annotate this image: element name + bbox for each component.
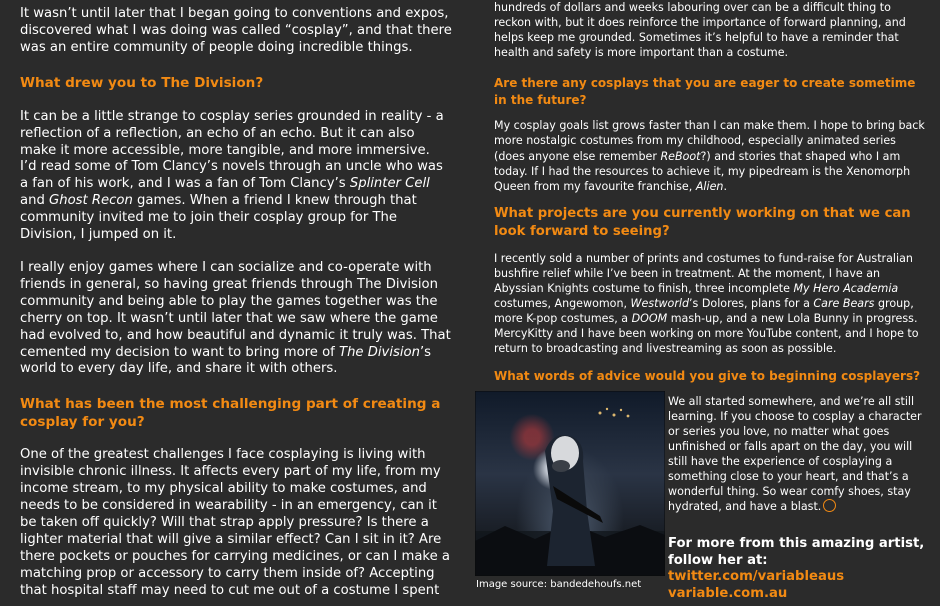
text-segment: I really enjoy games where I can socialize and co-operate with friends in general, so having great friends through The Division community and being able to play the games together was the cherry on top. It wasn’t until later that we saw where the game had evolved to, and how beautiful and dynamic it truly was. That cemented my decision to want to bring more of: [20, 259, 451, 360]
text-segment: ?) and stories that shaped who I am today. If I had the resources to achieve it, my pipedream is the Xenomorph Queen from my favourite franchise,: [494, 149, 911, 193]
text-segment: My cosplay goals list grows faster than I can make them. I hope to bring back more nostalgic costumes from my childhood, especially animated series (does anyone else remember: [494, 119, 925, 163]
text-segment: ’s Dolores, plans for a: [689, 297, 814, 311]
website-link[interactable]: variable.com.au: [668, 585, 788, 601]
game-title: The Division: [339, 344, 420, 360]
answer-division-2: [20, 159, 452, 244]
twitter-link[interactable]: twitter.com/variableaus: [668, 569, 845, 584]
text-segment: We all started somewhere, and we’re all still learning. If you choose to cosplay a character or series you love, no matter what goes unfinished or falls apart on the day, you will still have the experience of cosplaying a something close to your heart, and that’s a wonderful thing. So wear comfy shoes, stay hydrated, and have a blast.: [668, 395, 922, 513]
series-title: My Hero Academia: [793, 282, 899, 296]
right-column: [494, 0, 926, 385]
text-segment: games. When a friend I knew through that community invited me to join their cosplay group for The Division, I jumped on it.: [20, 193, 417, 243]
answer-current-projects: [494, 251, 926, 357]
question-challenging: What has been the most challenging part of creating a cosplay for you?: [20, 396, 441, 431]
question-current-projects: What projects are you currently working on that we can look forward to seeing?: [494, 205, 911, 239]
series-title: Care Bears: [813, 297, 875, 311]
text-segment: I’d read some of Tom Clancy’s novels through an uncle who was a fan of his work, and I was a fan of Tom Clancy’s: [20, 159, 443, 192]
question-future-cosplays: Are there any cosplays that you are eager to create sometime in the future?: [494, 76, 916, 108]
answer-advice: [668, 394, 930, 514]
cosplay-photo: [475, 391, 665, 576]
answer-future-cosplays: [494, 118, 926, 193]
left-column: [20, 0, 452, 599]
game-title: Splinter Cell: [349, 176, 430, 192]
text-segment: costumes, Angewomon,: [494, 297, 631, 311]
series-title: Westworld: [630, 297, 690, 311]
game-title: DOOM: [631, 312, 668, 326]
text-segment: and: [20, 193, 50, 209]
image-caption: Image source: bandedehoufs.net: [476, 579, 642, 590]
answer-challenging-continued: hundreds of dollars and weeks labouring over can be a difficult thing to reckon with, but it does reinforce the importance of forward planning, and helps keep me grounded. Sometimes it’s helpful to have a reminder that health and safety is more important than a costume.: [494, 1, 906, 60]
question-division: What drew you to The Division?: [20, 74, 264, 91]
circle-icon: [823, 499, 836, 512]
question-advice: What words of advice would you give to beginning cosplayers?: [494, 368, 921, 383]
answer-division-1: It can be a little strange to cosplay series grounded in reality - a reflection of a reflection, an echo of an echo. But it can also make it more accessible, more tangible, and more immersive.: [20, 108, 444, 158]
show-title: ReBoot: [660, 149, 701, 163]
text-segment: ’s world to every day life, and share it with others.: [20, 344, 432, 377]
text-segment: I recently sold a number of prints and costumes to fund-raise for Australian bushfire relief while I’ve been in treatment. At the moment, I have an Abyssian Knights costume to finish, three incomplete: [494, 251, 913, 296]
text-segment: mash-up, and a new Lola Bunny in progress. MercyKitty and I have been working on more YouTube content, and I hope to return to broadcasting and livestreaming as soon as possible.: [494, 312, 919, 356]
follow-section: [668, 536, 936, 602]
cosplay-photo-illustration: [475, 391, 665, 576]
text-segment: group, more K-pop costumes, a: [494, 297, 914, 326]
intro-paragraph: It wasn’t until later that I began going to conventions and expos, discovered what I was doing was called “cosplay”, and that there was an entire community of people doing incredible things.: [20, 6, 452, 55]
text-segment: .: [723, 179, 727, 193]
answer-challenging: One of the greatest challenges I face cosplaying is living with invisible chronic illness. It affects every part of my life, from my income stream, to my physical ability to make costumes, and needs to be considered in wearability - in an emergency, can it be taken off quickly? Will that strap apply pressure? Is there a lighter material that will give a similar effect? Can I sit in it? Are there pockets or pouches for carrying medicines, or can I make a matching prop or accessory to carry them inside of? Accepting that hospital staff may need to cut me out of a costume I spent: [20, 447, 450, 598]
follow-text: For more from this amazing artist, follow her at:: [668, 536, 925, 568]
franchise-title: Alien: [695, 179, 724, 193]
answer-division-3: [20, 260, 452, 378]
game-title: Ghost Recon: [49, 193, 133, 209]
